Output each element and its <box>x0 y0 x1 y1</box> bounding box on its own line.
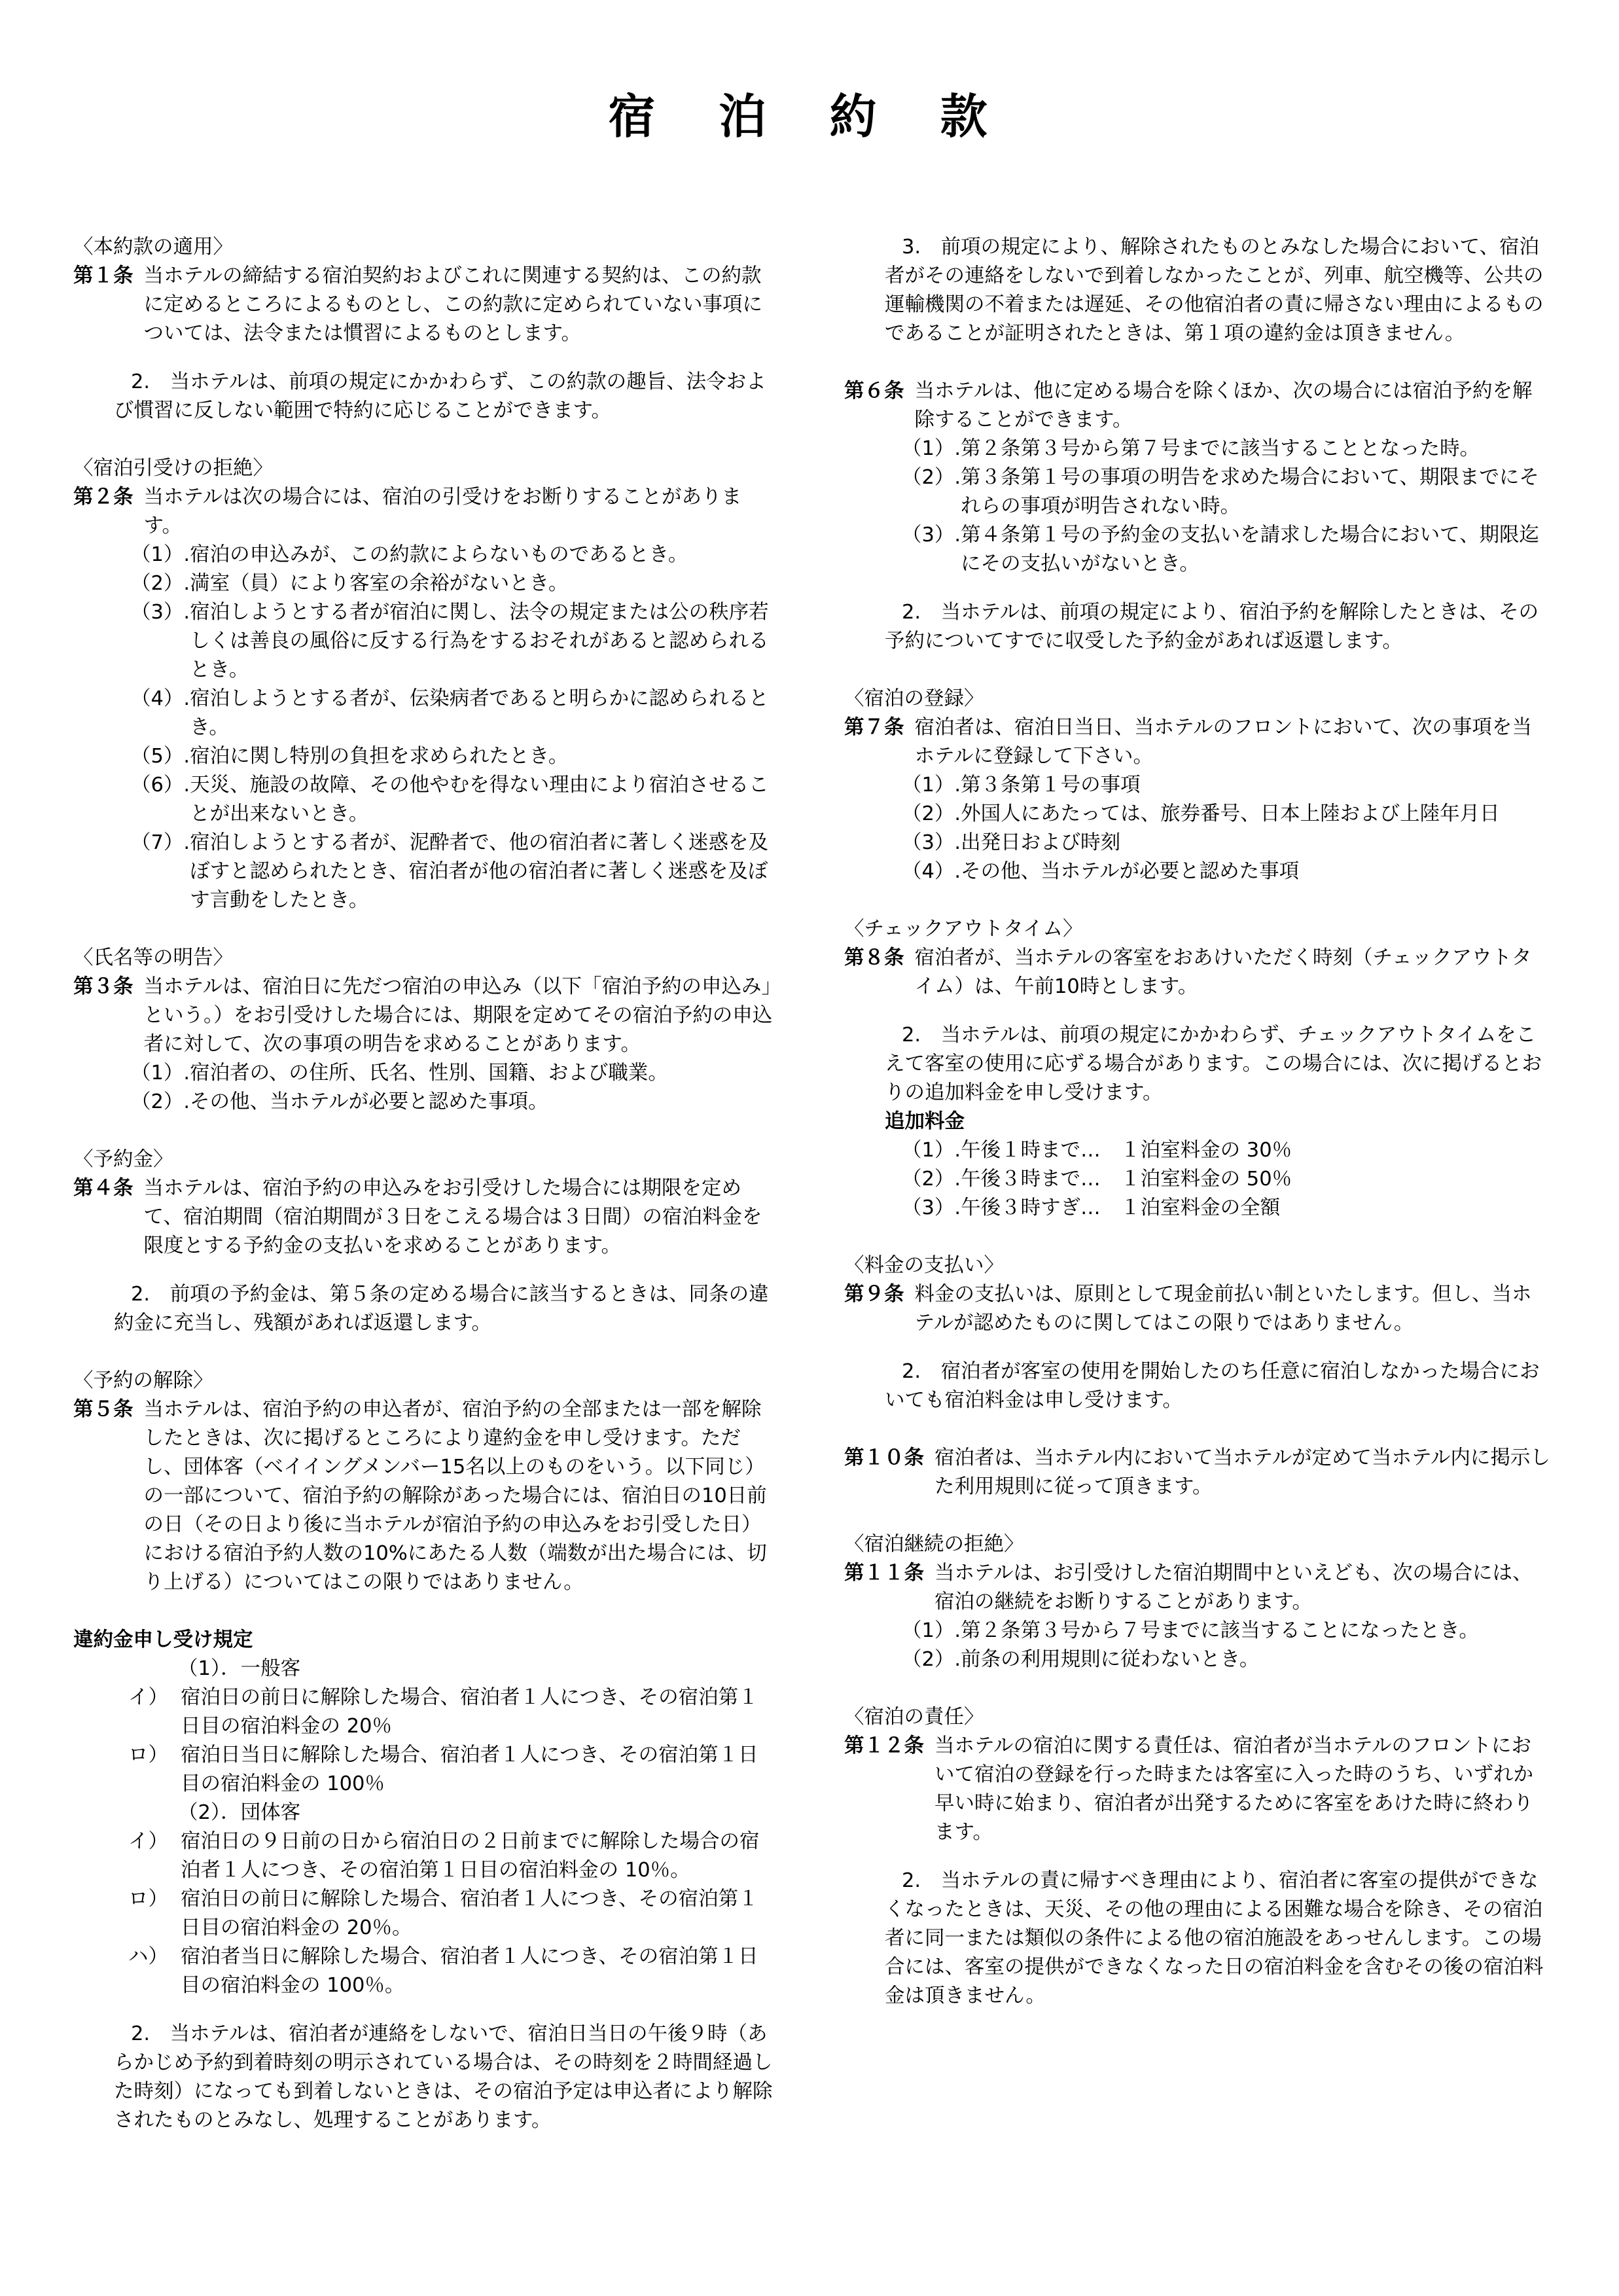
section-heading: 〈宿泊の責任〉 <box>844 1706 984 1729</box>
list-item <box>131 598 777 685</box>
article-10 <box>844 1444 1551 1501</box>
list-item <box>131 685 777 742</box>
extra-charge-item <box>902 1194 1551 1223</box>
page-title: 宿 泊 約 款 <box>608 89 1011 144</box>
article-6 <box>844 377 1551 435</box>
article-number: 第９条 <box>844 1283 904 1306</box>
article-number: 第６条 <box>844 380 904 403</box>
article-text: 当ホテルは、宿泊予約の申込みをお引受けした場合には期限を定めて、宿泊期間（宿泊期間が３日をこえる場合は３日間）の宿泊料金を限度とする予約金の支払いを求めることがあります。 <box>143 1177 762 1257</box>
section-heading: 〈料金の支払い〉 <box>844 1254 1004 1277</box>
list-item <box>131 829 777 915</box>
penalty-item-mark: イ） <box>128 1830 168 1853</box>
extra-charge-text: 午後１時まで… １泊室料金の 30％ <box>961 1139 1292 1162</box>
article-12 <box>844 1732 1551 1847</box>
article-text: 当ホテルの宿泊に関する責任は、宿泊者が当ホテルのフロントにおいて宿泊の登録を行った時または客室に入った時のうち、いずれか早い時に始まり、宿泊者が出発するために客室をあけた時に終わります。 <box>934 1734 1533 1844</box>
penalty-item-mark: ロ） <box>128 1888 168 1910</box>
penalty-item-text: 宿泊日当日に解除した場合、宿泊者１人につき、その宿泊第１日目の宿泊料金の 100％ <box>181 1744 758 1795</box>
article-number: 第１２条 <box>844 1734 924 1757</box>
penalty-item-mark: イ） <box>128 1686 168 1709</box>
list-item-number: （1）. <box>902 437 961 460</box>
article-9 <box>844 1280 1551 1338</box>
paragraph: 2. 前項の予約金は、第５条の定める場合に該当するときは、同条の違約金に充当し、残額があれば返還します。 <box>114 1283 769 1335</box>
article-7 <box>844 713 1551 771</box>
article-text: 当ホテルの締結する宿泊契約およびこれに関連する契約は、この約款に定めるところによるものとし、この約款に定められていない事項については、法令または慣習によるものとします。 <box>143 264 762 345</box>
list-item <box>131 742 777 771</box>
penalty-item <box>128 1683 777 1741</box>
penalty-item-text: 宿泊日の前日に解除した場合、宿泊者１人につき、その宿泊第１日目の宿泊料金の 20％ <box>181 1686 758 1738</box>
list-item-number: （1）. <box>902 1619 961 1642</box>
extra-charge-item <box>902 1165 1551 1194</box>
penalty-item <box>128 1943 777 2000</box>
article-text: 当ホテルは、宿泊予約の申込者が、宿泊予約の全部または一部を解除したときは、次に掲げるところにより違約金を申し受けます。ただし、団体客（ベイイングメンバー15名以上のものをいう。以下同じ）の一部について、宿泊予約の解除があった場合には、宿泊日の10日前の日（その日より後に当ホテルが宿泊予約の申込みをお引受した日）における宿泊予約人数の10%にあたる人数（端数が出た場合には、切り上げる）についてはこの限りではありません。 <box>143 1398 767 1594</box>
section-heading: 〈予約金〉 <box>73 1148 173 1171</box>
penalty-item-mark: ロ） <box>128 1744 168 1767</box>
list-item-number: （3）. <box>902 831 961 854</box>
article-text: 当ホテルは、お引受けした宿泊期間中といえども、次の場合には、宿泊の継続をお断りすることがあります。 <box>934 1562 1533 1613</box>
list-item-text: 出発日および時刻 <box>961 831 1121 854</box>
article-number: 第８条 <box>844 946 904 969</box>
list-item-text: 天災、施設の故障、その他やむを得ない理由により宿泊させることが出来ないとき。 <box>190 774 769 825</box>
article-number: 第５条 <box>73 1398 133 1421</box>
list-item-number: （1）. <box>131 1062 190 1085</box>
article-text: 宿泊者は、当ホテル内において当ホテルが定めて当ホテル内に掲示した利用規則に従って頂きます。 <box>934 1446 1550 1498</box>
section-heading: 〈宿泊継続の拒絶〉 <box>844 1533 1024 1556</box>
list-item-text: その他、当ホテルが必要と認めた事項。 <box>190 1090 548 1113</box>
penalty-item-text: 宿泊日の９日前の日から宿泊日の２日前までに解除した場合の宿泊者１人につき、その宿泊第１日目の宿泊料金の 10％。 <box>181 1830 760 1882</box>
list-item <box>902 857 1551 886</box>
article-number: 第７条 <box>844 716 904 739</box>
list-item-number: （2）. <box>902 1648 961 1671</box>
list-item <box>131 541 777 569</box>
penalty-group-heading: （2）．団体客 <box>178 1801 301 1824</box>
article-3 <box>73 973 777 1059</box>
paragraph: 2. 当ホテルの責に帰すべき理由により、宿泊者に客室の提供ができなくなったときは、天災、その他の理由による困難な場合を除き、その宿泊者に同一または類似の条件による他の宿泊施設をあっせんします。この場合には、客室の提供ができなくなった日の宿泊料金を含むその後の宿泊料金は頂きません。 <box>885 1869 1544 2007</box>
article-text: 料金の支払いは、原則として現金前払い制といたします。但し、当ホテルが認めたものに関してはこの限りではありません。 <box>914 1283 1532 1335</box>
article-number: 第１１条 <box>844 1562 924 1585</box>
list-item-number: （6）. <box>131 774 190 797</box>
list-item <box>902 771 1551 800</box>
extra-charge-number: （1）. <box>902 1139 961 1162</box>
penalty-item-text: 宿泊日の前日に解除した場合、宿泊者１人につき、その宿泊第１日目の宿泊料金の 20％。 <box>181 1888 758 1939</box>
list-item-number: （1）. <box>902 774 961 797</box>
list-item-number: （3）. <box>902 524 961 547</box>
article-number: 第２条 <box>73 486 133 509</box>
list-item <box>902 1617 1551 1645</box>
article-number: 第３条 <box>73 975 133 998</box>
list-item <box>902 521 1551 579</box>
list-item-text: 宿泊しようとする者が、伝染病者であると明らかに認められるとき。 <box>190 687 769 739</box>
penalty-item-text: 宿泊者当日に解除した場合、宿泊者１人につき、その宿泊第１日目の宿泊料金の 100％。 <box>181 1945 758 1997</box>
list-item <box>131 569 777 598</box>
article-5 <box>73 1395 777 1597</box>
list-item <box>131 771 777 829</box>
article-text: 当ホテルは、他に定める場合を除くほか、次の場合には宿泊予約を解除することができます。 <box>914 380 1533 431</box>
list-item-number: （2）. <box>131 572 190 595</box>
section-heading: 〈予約の解除〉 <box>73 1369 213 1392</box>
article-2 <box>73 483 777 541</box>
paragraph: 2. 当ホテルは、宿泊者が連絡をしないで、宿泊日当日の午後９時（あらかじめ予約到着時刻の明示されている場合は、その時刻を２時間経過した時刻）になっても到着しないときは、その宿泊予定は申込者により解除されたものとみなし、処理することがあります。 <box>114 2022 773 2132</box>
list-item-number: （2）. <box>902 466 961 489</box>
list-item-number: （4）. <box>131 687 190 710</box>
list-item-number: （2）. <box>131 1090 190 1113</box>
list-item-number: （3）. <box>131 601 190 624</box>
paragraph: 2. 当ホテルは、前項の規定にかかわらず、チェックアウトタイムをこえて客室の使用に応ずる場合があります。この場合には、次に掲げるとおりの追加料金を申し受けます。 <box>885 1024 1542 1104</box>
list-item <box>902 800 1551 829</box>
paragraph: 3. 前項の規定により、解除されたものとみなした場合において、宿泊者がその連絡をしないで到着しなかったことが、列車、航空機等、公共の運輸機関の不着または遅延、その他宿泊者の責に帰さない理由によるものであることが証明されたときは、第１項の違約金は頂きません。 <box>885 236 1544 345</box>
list-item-text: 満室（員）により客室の余裕がないとき。 <box>190 572 569 595</box>
list-item-text: 宿泊しようとする者が、泥酔者で、他の宿泊者に著しく迷惑を及ぼすと認められたとき、宿泊者が他の宿泊者に著しく迷惑を及ぼす言動をしたとき。 <box>190 831 768 912</box>
section-heading: 〈宿泊引受けの拒絶〉 <box>73 457 273 480</box>
penalty-general-heading: （1）．一般客 <box>178 1657 301 1680</box>
paragraph: 2. 当ホテルは、前項の規定により、宿泊予約を解除したときは、その予約についてすでに収受した予約金があれば返還します。 <box>885 601 1539 653</box>
section-heading: 〈本約款の適用〉 <box>73 236 233 259</box>
list-item-text: 前条の利用規則に従わないとき。 <box>961 1648 1260 1671</box>
list-item-number: （7）. <box>131 831 190 854</box>
article-4 <box>73 1174 777 1261</box>
list-item-text: 宿泊者の、の住所、氏名、性別、国籍、および職業。 <box>190 1062 668 1085</box>
list-item-number: （4）. <box>902 860 961 883</box>
penalty-item <box>128 1827 777 1885</box>
section-heading: 〈宿泊の登録〉 <box>844 687 984 710</box>
list-item <box>131 1059 777 1088</box>
extra-charge-item <box>902 1136 1551 1165</box>
extra-charge-text: 午後３時まで… １泊室料金の 50％ <box>961 1168 1292 1191</box>
article-text: 当ホテルは次の場合には、宿泊の引受けをお断りすることがあります。 <box>143 486 741 537</box>
article-text: 宿泊者は、宿泊日当日、当ホテルのフロントにおいて、次の事項を当ホテルに登録して下さい。 <box>914 716 1532 768</box>
article-number: 第１０条 <box>844 1446 924 1469</box>
article-number: 第４条 <box>73 1177 133 1200</box>
article-text: 当ホテルは、宿泊日に先だつ宿泊の申込み（以下「宿泊予約の申込み」という。）をお引受けした場合には、期限を定めてその宿泊予約の申込者に対して、次の事項の明告を求めることがあります。 <box>143 975 773 1056</box>
penalty-item <box>128 1741 777 1799</box>
article-text: 宿泊者が、当ホテルの客室をおあけいただく時刻（チェックアウトタイム）は、午前10時とします。 <box>914 946 1532 998</box>
section-heading: 〈氏名等の明告〉 <box>73 946 233 969</box>
section-heading: 〈チェックアウトタイム〉 <box>844 918 1083 941</box>
paragraph: 2. 宿泊者が客室の使用を開始したのち任意に宿泊しなかった場合においても宿泊料金は申し受けます。 <box>885 1360 1540 1412</box>
list-item-text: 宿泊に関し特別の負担を求められたとき。 <box>190 745 569 768</box>
penalty-heading: 違約金申し受け規定 <box>73 1628 253 1651</box>
paragraph: 2. 当ホテルは、前項の規定にかかわらず、この約款の趣旨、法令および慣習に反しない範囲で特約に応じることができます。 <box>114 370 766 422</box>
list-item <box>902 435 1551 463</box>
extra-charge-number: （3）. <box>902 1196 961 1219</box>
article-1 <box>73 262 777 348</box>
right-column <box>844 233 1551 2011</box>
list-item <box>131 1088 777 1117</box>
list-item-text: 第２条第３号から７号までに該当することになったとき。 <box>961 1619 1479 1642</box>
extra-charge-heading: 追加料金 <box>885 1110 965 1133</box>
penalty-item-mark: ハ） <box>128 1945 168 1968</box>
article-8 <box>844 944 1551 1001</box>
list-item <box>902 463 1551 521</box>
list-item-text: 宿泊の申込みが、この約款によらないものであるとき。 <box>190 543 688 566</box>
list-item <box>902 829 1551 857</box>
article-number: 第１条 <box>73 264 133 287</box>
penalty-item <box>128 1885 777 1943</box>
list-item-text: 第３条第１号の事項の明告を求めた場合において、期限までにそれらの事項が明告されない時。 <box>961 466 1539 518</box>
list-item-text: 第４条第１号の予約金の支払いを請求した場合において、期限迄にその支払いがないとき。 <box>961 524 1539 575</box>
list-item-text: 第３条第１号の事項 <box>961 774 1141 797</box>
list-item-number: （5）. <box>131 745 190 768</box>
list-item <box>902 1645 1551 1674</box>
extra-charge-text: 午後３時すぎ… １泊室料金の全額 <box>961 1196 1281 1219</box>
list-item-text: 第２条第３号から第７号までに該当することとなった時。 <box>961 437 1480 460</box>
article-11 <box>844 1559 1551 1617</box>
list-item-number: （2）. <box>902 802 961 825</box>
list-item-number: （1）. <box>131 543 190 566</box>
list-item-text: 宿泊しようとする者が宿泊に関し、法令の規定または公の秩序若しくは善良の風俗に反する行為をするおそれがあると認められるとき。 <box>190 601 769 681</box>
left-column <box>73 233 777 2135</box>
extra-charge-number: （2）. <box>902 1168 961 1191</box>
list-item-text: 外国人にあたっては、旅券番号、日本上陸および上陸年月日 <box>961 802 1500 825</box>
list-item-text: その他、当ホテルが必要と認めた事項 <box>961 860 1300 883</box>
